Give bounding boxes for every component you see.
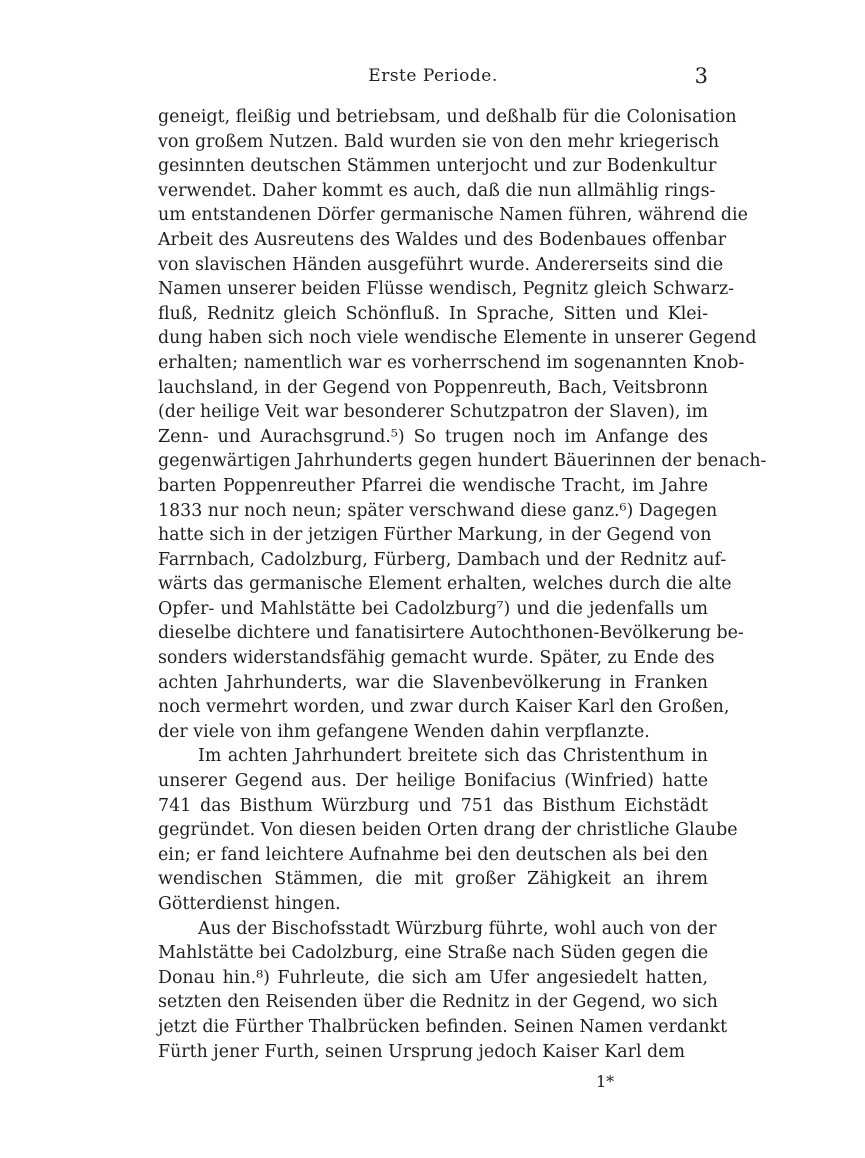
text-line: fluß, Rednitz gleich Schönfluß. In Sprache, Sitten und Klei- bbox=[158, 303, 708, 324]
text-line: Arbeit des Ausreutens des Waldes und des Bodenbaues offenbar bbox=[158, 229, 727, 250]
text-line: der viele von ihm gefangene Wenden dahin verpflanzte. bbox=[158, 721, 650, 742]
text-line: verwendet. Daher kommt es auch, daß die nun allmählig rings- bbox=[158, 180, 716, 201]
text-line: wärts das germanische Element erhalten, welches durch die alte bbox=[158, 574, 732, 595]
text-line: Im achten Jahrhundert breitete sich das Christenthum in bbox=[198, 746, 708, 767]
text-line: Farrnbach, Cadolzburg, Fürberg, Dambach und der Rednitz auf- bbox=[158, 549, 727, 570]
text-line: sonders widerstandsfähig gemacht wurde. Später, zu Ende des bbox=[158, 648, 715, 669]
text-line: Götterdienst hingen. bbox=[158, 894, 341, 914]
text-line: lauchsland, in der Gegend von Poppenreuth, Bach, Veitsbronn bbox=[158, 377, 708, 398]
paragraph bbox=[158, 744, 738, 916]
text-line: Aus der Bischofsstadt Würzburg führte, wohl auch von der bbox=[198, 918, 717, 939]
text-line: Namen unserer beiden Flüsse wendisch, Pegnitz gleich Schwarz- bbox=[158, 279, 735, 300]
text-line: dieselbe dichtere und fanatisirtere Autochthonen-Bevölkerung be- bbox=[158, 623, 744, 644]
text-line: um entstandenen Dörfer germanische Namen führen, während die bbox=[158, 205, 748, 226]
text-line: Donau hin.⁸) Fuhrleute, die sich am Ufer angesiedelt hatten, bbox=[158, 967, 708, 988]
running-title: Erste Periode. bbox=[368, 66, 498, 86]
text-line: jetzt die Fürther Thalbrücken befinden. Seinen Namen verdankt bbox=[158, 1016, 728, 1037]
body-text bbox=[158, 105, 767, 1064]
text-line: (der heilige Veit war besonderer Schutzpatron der Slaven), im bbox=[158, 402, 709, 423]
text-line: Mahlstätte bei Cadolzburg, eine Straße nach Süden gegen die bbox=[158, 943, 709, 964]
text-line: 1833 nur noch neun; später verschwand diese ganz.⁶) Dagegen bbox=[158, 500, 718, 521]
text-line: erhalten; namentlich war es vorherrschend im sogenannten Knob- bbox=[158, 352, 745, 373]
signature-mark: 1* bbox=[596, 1072, 615, 1091]
text-line: hatte sich in der jetzigen Fürther Markung, in der Gegend von bbox=[158, 525, 712, 546]
text-line: setzten den Reisenden über die Rednitz in der Gegend, wo sich bbox=[158, 992, 718, 1013]
text-line: Zenn- und Aurachsgrund.⁵) So trugen noch im Anfange des bbox=[158, 426, 708, 447]
text-line: dung haben sich noch viele wendische Elemente in unserer Gegend bbox=[158, 328, 757, 349]
text-line: gesinnten deutschen Stämmen unterjocht und zur Bodenkultur bbox=[158, 156, 717, 177]
text-line: gegründet. Von diesen beiden Orten drang der christliche Glaube bbox=[158, 820, 738, 841]
text-line: Opfer- und Mahlstätte bei Cadolzburg⁷) und die jedenfalls um bbox=[158, 598, 708, 619]
text-line: wendischen Stämmen, die mit großer Zähigkeit an ihrem bbox=[158, 869, 708, 890]
text-line: barten Poppenreuther Pfarrei die wendische Tracht, im Jahre bbox=[158, 475, 708, 496]
text-line: ein; er fand leichtere Aufnahme bei den deutschen als bei den bbox=[158, 844, 708, 865]
text-line: geneigt, fleißig und betriebsam, und deßhalb für die Colonisation bbox=[158, 107, 737, 127]
text-line: von slavischen Händen ausgeführt wurde. Andererseits sind die bbox=[158, 254, 724, 275]
page-header bbox=[158, 66, 708, 92]
paragraph bbox=[158, 917, 728, 1065]
text-line: noch vermehrt worden, und zwar durch Kaiser Karl den Großen, bbox=[158, 697, 730, 718]
text-line: Fürth jener Furth, seinen Ursprung jedoch Kaiser Karl dem bbox=[158, 1041, 685, 1062]
text-line: 741 das Bisthum Würzburg und 751 das Bisthum Eichstädt bbox=[158, 795, 708, 816]
text-line: von großem Nutzen. Bald wurden sie von den mehr kriegerisch bbox=[158, 131, 720, 152]
text-line: unserer Gegend aus. Der heilige Bonifacius (Winfried) hatte bbox=[158, 771, 708, 792]
text-line: gegenwärtigen Jahrhunderts gegen hundert Bäuerinnen der benach- bbox=[158, 451, 767, 472]
page-number: 3 bbox=[694, 64, 708, 88]
paragraph bbox=[158, 105, 767, 744]
text-line: achten Jahrhunderts, war die Slavenbevölkerung in Franken bbox=[158, 672, 708, 693]
